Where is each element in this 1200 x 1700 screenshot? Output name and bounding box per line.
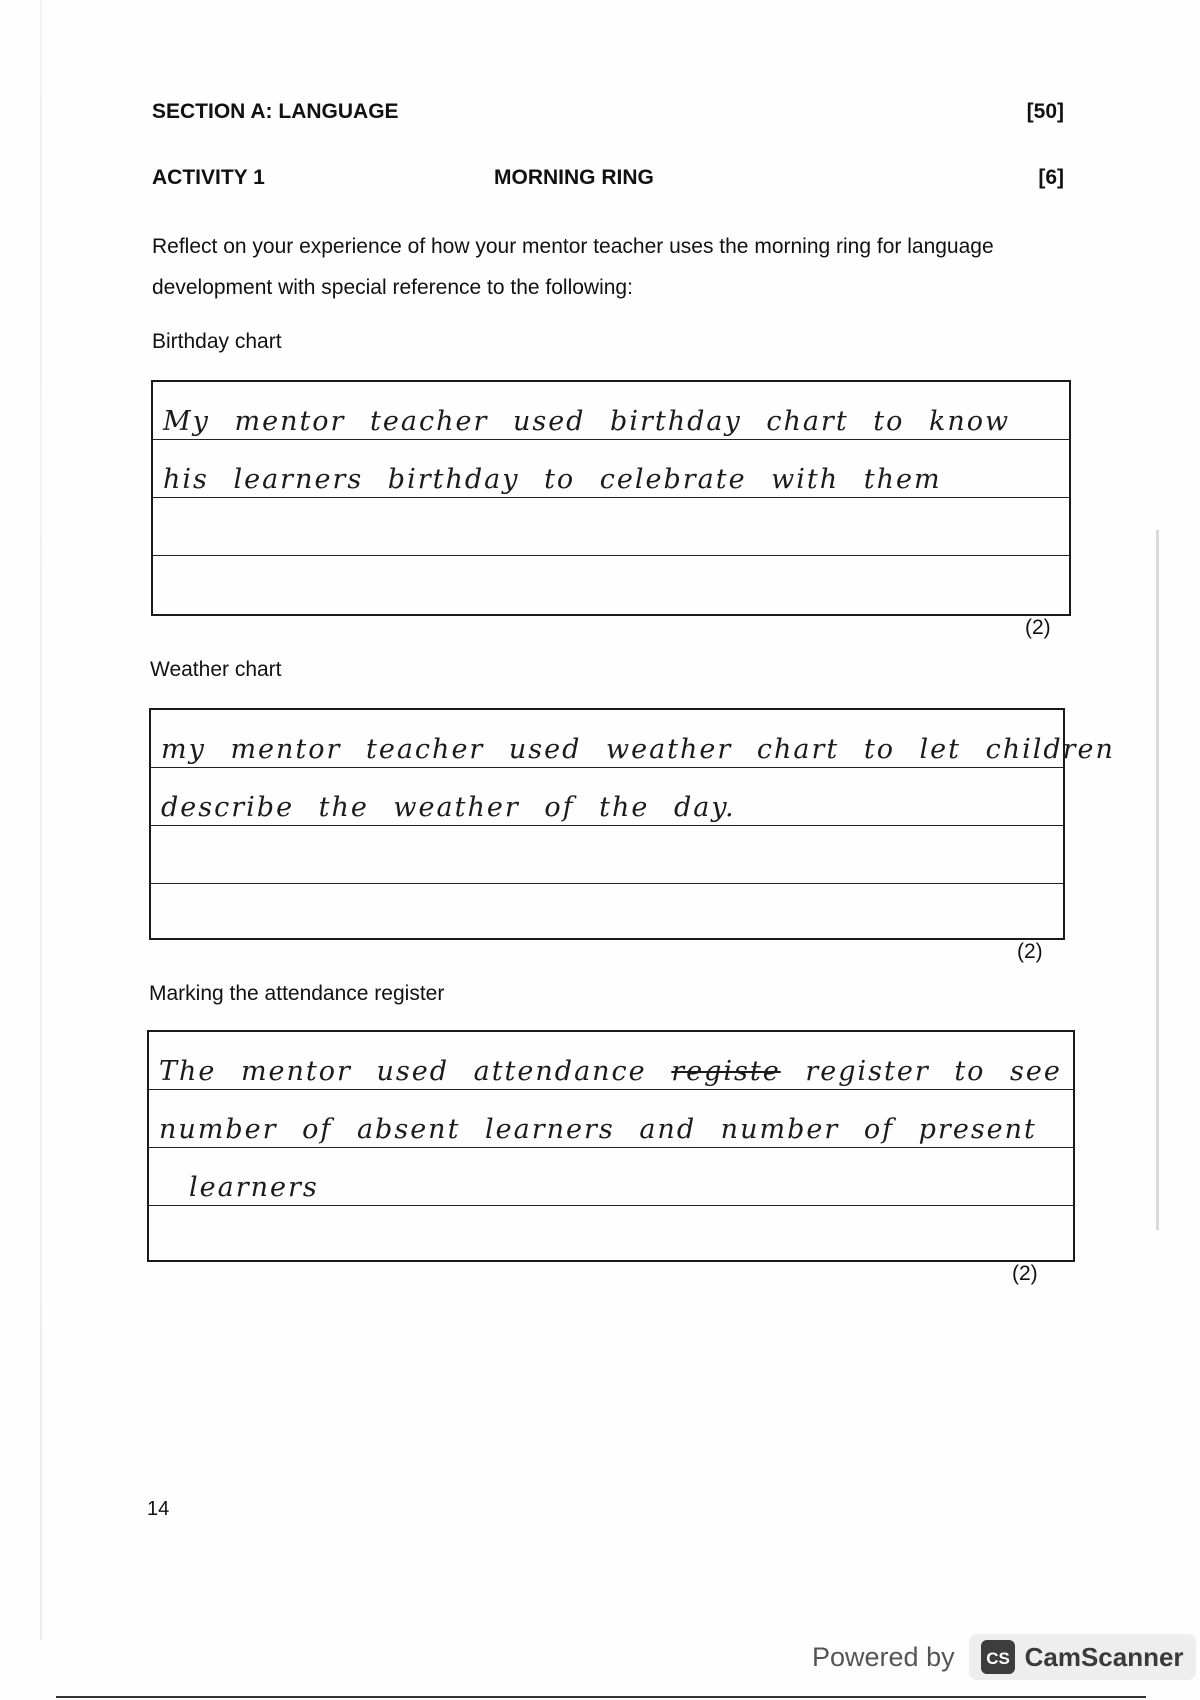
handwritten-answer: My mentor teacher used birthday chart to know: [163, 406, 1011, 437]
answer-box-weather-chart: [149, 708, 1115, 940]
activity-marks: [6]: [1038, 166, 1064, 189]
scan-edge-left: [40, 0, 42, 1640]
answer-box-attendance-register: [147, 1030, 1075, 1262]
answer-line: [153, 382, 1069, 440]
answer-line: [149, 1148, 1073, 1206]
powered-by-text: Powered by: [812, 1641, 955, 1672]
footer-rule: [56, 1696, 1146, 1698]
camscanner-badge: [969, 1634, 1196, 1680]
section-header: [152, 100, 1064, 124]
handwritten-answer: his learners birthday to celebrate with them: [163, 464, 942, 495]
handwritten-answer: [159, 1056, 1062, 1087]
activity-title: MORNING RING: [494, 166, 654, 189]
answer-line: [151, 768, 1063, 826]
section-title: SECTION A: LANGUAGE: [152, 100, 399, 123]
handwritten-answer: number of absent learners and number of present: [159, 1114, 1037, 1145]
camscanner-brand: CamScanner: [1024, 1641, 1184, 1672]
answer-line: [151, 710, 1115, 768]
item-label-birthday-chart: Birthday chart: [152, 330, 282, 353]
crossed-out-word: registe: [671, 1056, 781, 1087]
answer-line: [149, 1206, 1073, 1264]
answer-box-birthday-chart: [151, 380, 1071, 616]
answer-line: [153, 556, 1069, 614]
answer-line: [153, 498, 1069, 556]
handwritten-text: The mentor used attendance: [159, 1056, 647, 1087]
section-marks: [50]: [1026, 100, 1064, 123]
answer-line: [149, 1090, 1073, 1148]
camscanner-logo-icon: [981, 1640, 1015, 1674]
answer-line: [153, 440, 1069, 498]
item-label-attendance-register: Marking the attendance register: [149, 982, 445, 1005]
item-marks: (2): [1012, 1262, 1038, 1285]
handwritten-answer: describe the weather of the day.: [161, 792, 736, 823]
item-marks: (2): [1017, 940, 1043, 963]
answer-line: [149, 1032, 1073, 1090]
answer-line: [151, 884, 1063, 942]
activity-label: ACTIVITY 1: [152, 166, 265, 189]
item-label-weather-chart: Weather chart: [150, 658, 282, 681]
page-number: 14: [147, 1498, 170, 1520]
handwritten-answer: my mentor teacher used weather chart to let children: [161, 734, 1115, 765]
camscanner-watermark: [812, 1634, 1196, 1680]
item-marks: (2): [1025, 616, 1051, 639]
answer-line: [151, 826, 1063, 884]
camscanner-logo-text: CS: [985, 1649, 1010, 1668]
scan-edge-right: [1156, 530, 1159, 1230]
handwritten-answer: learners: [189, 1172, 319, 1203]
activity-header: [152, 166, 1064, 190]
handwritten-text: register to see: [805, 1056, 1062, 1087]
instructions: Reflect on your experience of how your mentor teacher uses the morning ring for language development with special reference to the following:: [152, 235, 994, 299]
